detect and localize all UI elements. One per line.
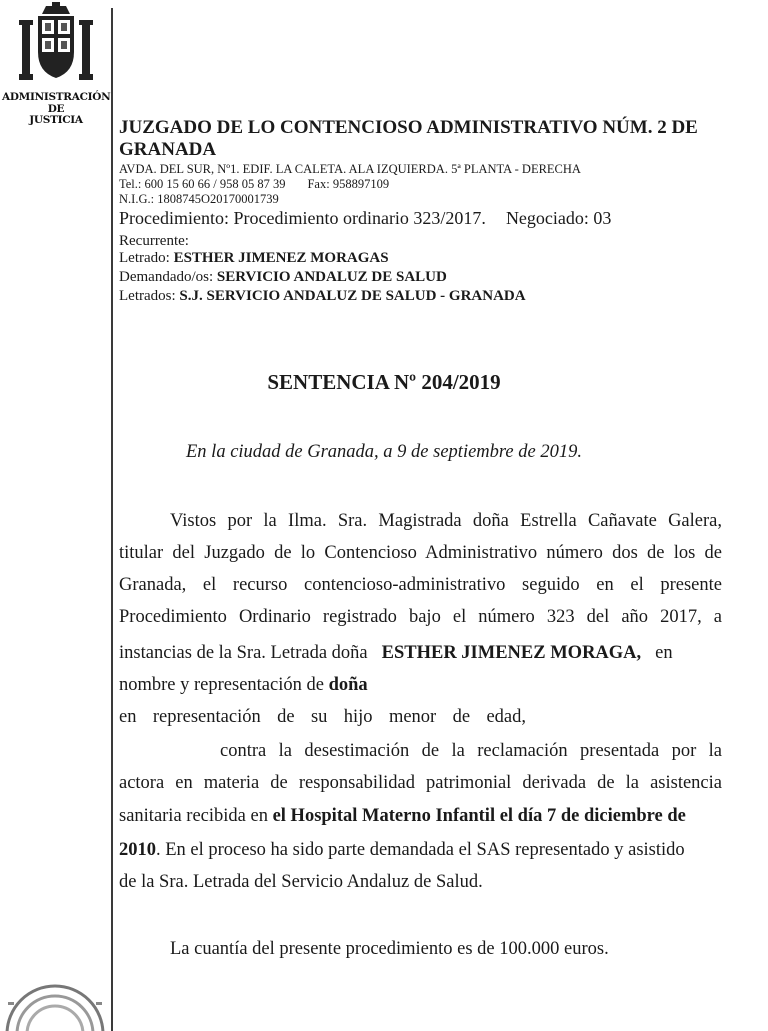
coat-of-arms-logo — [14, 2, 98, 88]
court-fax: Fax: 958897109 — [307, 177, 390, 191]
body-line-5 — [119, 637, 722, 670]
letrado-label: Letrado: — [119, 250, 170, 266]
procedure-line — [119, 207, 611, 229]
letrados-line — [119, 286, 526, 306]
body-line-3: Granada, el recurso contencioso-administrativo seguido en el presente — [119, 575, 722, 595]
body-line-4: Procedimiento Ordinario registrado bajo el número 323 del año 2017, a — [119, 607, 722, 627]
court-phone-line — [119, 177, 389, 192]
body-text: nombre y representación de — [119, 675, 324, 695]
nig-number: N.I.G.: 1808745O20170001739 — [119, 192, 279, 206]
amount-paragraph: La cuantía del presente procedimiento es de 100.000 euros. — [170, 939, 609, 959]
body-text: . En el proceso ha sido parte demandada el SAS representado y asistido — [156, 840, 685, 860]
client-title: doña — [328, 675, 368, 695]
negociado: Negociado: 03 — [505, 208, 612, 228]
court-phone: Tel.: 600 15 60 66 / 958 05 87 39 — [119, 177, 286, 191]
body-line-10 — [119, 800, 722, 833]
body-line-12: de la Sra. Letrada del Servicio Andaluz de Salud. — [119, 872, 483, 892]
court-address: AVDA. DEL SUR, Nº1. EDIF. LA CALETA. ALA IZQUIERDA. 5ª PLANTA - DERECHA — [119, 162, 581, 176]
agency-name-logo: ADMINISTRACIÓN DE JUSTICIA — [2, 91, 111, 126]
body-text: sanitaria recibida en — [119, 806, 268, 826]
body-text: en — [655, 643, 673, 663]
body-line-9: actora en materia de responsabilidad patrimonial derivada de la asistencia — [119, 773, 722, 793]
procedure-number: Procedimiento: Procedimiento ordinario 323/2017. — [119, 208, 486, 228]
place-date: En la ciudad de Granada, a 9 de septiembre de 2019. — [186, 442, 582, 462]
letrado-value: ESTHER JIMENEZ MORAGAS — [173, 250, 389, 266]
demandado-line — [119, 267, 447, 287]
body-line-7: en representación de su hijo menor de edad, — [119, 707, 526, 727]
letrados-label: Letrados: — [119, 288, 176, 304]
hospital-date: el Hospital Materno Infantil el día 7 de diciembre de — [272, 806, 686, 826]
body-line-8: contra la desestimación de la reclamación presentada por la — [220, 741, 722, 761]
document-title: SENTENCIA Nº 204/2019 — [267, 370, 501, 394]
court-name: JUZGADO DE LO CONTENCIOSO ADMINISTRATIVO NÚM. 2 DE GRANADA — [119, 117, 698, 160]
margin-rule — [111, 8, 113, 1031]
seal-logo — [0, 962, 110, 1031]
body-line-6 — [119, 669, 368, 702]
body-line-11 — [119, 834, 722, 867]
lawyer-name: ESTHER JIMENEZ MORAGA, — [381, 643, 642, 663]
year: 2010 — [119, 840, 156, 860]
recurrente-label: Recurrente: — [119, 233, 189, 249]
letrado-line — [119, 248, 389, 268]
body-line-2: titular del Juzgado de lo Contencioso Administrativo número dos de los de — [119, 543, 722, 563]
demandado-label: Demandado/os: — [119, 269, 214, 285]
body-text: instancias de la Sra. Letrada doña — [119, 643, 368, 663]
demandado-value: SERVICIO ANDALUZ DE SALUD — [216, 269, 447, 285]
body-line-1: Vistos por la Ilma. Sra. Magistrada doña Estrella Cañavate Galera, — [170, 511, 722, 531]
letrados-value: S.J. SERVICIO ANDALUZ DE SALUD - GRANADA — [179, 288, 526, 304]
